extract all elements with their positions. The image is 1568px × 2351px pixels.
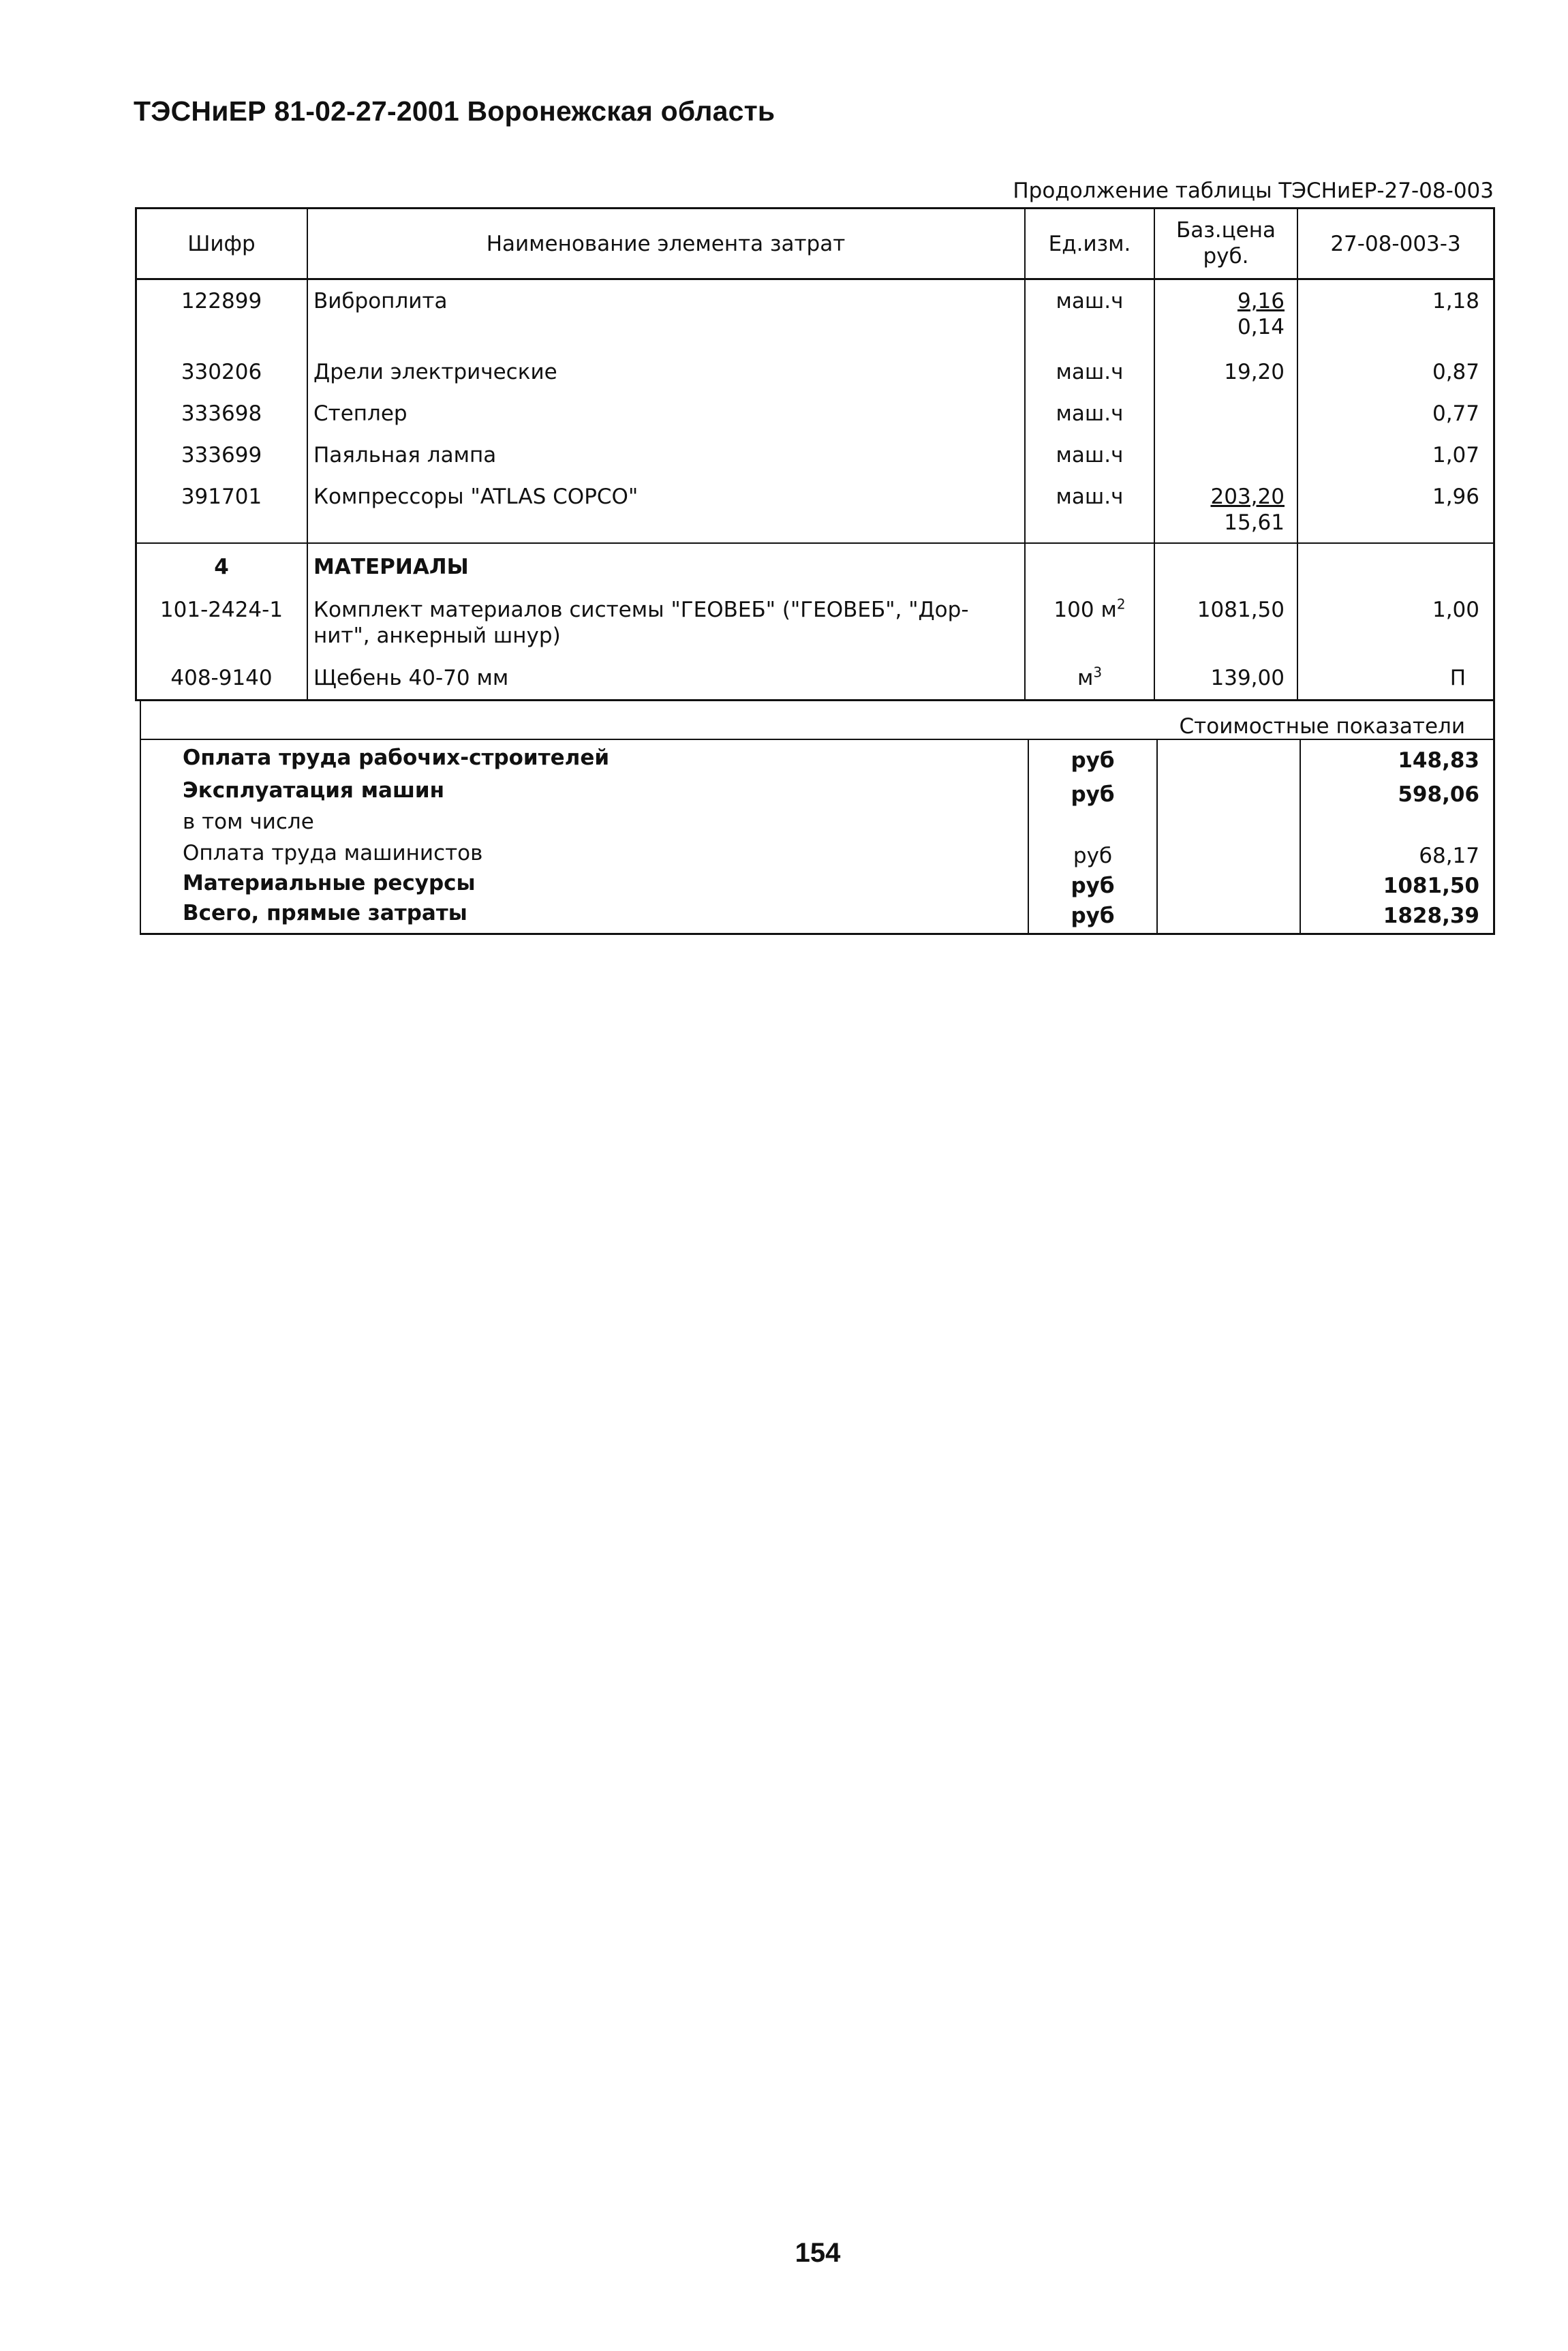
unit-superscript: 3 [1093,664,1103,681]
row-unit: маш.ч [1056,443,1124,467]
row-unit: маш.ч [1056,401,1124,426]
row-code: 333698 [181,401,262,426]
row-name: Паяльная лампа [313,443,497,467]
row-name: Компрессоры "ATLAS COPCO" [313,485,639,509]
cost-label: Материальные ресурсы [183,871,476,895]
row-unit: маш.ч [1056,360,1124,384]
row-price: 203,20 [1210,485,1285,509]
cost-value: 598,06 [1398,782,1479,807]
row-value: 1,18 [1432,289,1479,313]
unit-superscript: 2 [1116,596,1126,613]
row-price: 1081,50 [1197,598,1285,622]
row-price: 139,00 [1210,666,1285,690]
section-number: 4 [214,555,229,579]
row-value: П [1449,666,1466,690]
column-header-unit: Ед.изм. [1048,232,1131,256]
row-price-secondary: 15,61 [1224,510,1285,535]
row-name: Дрели электрические [313,360,557,384]
cost-unit: руб [1071,904,1115,928]
row-code: 333699 [181,443,262,467]
cost-value: 1828,39 [1383,904,1479,928]
row-unit: маш.ч [1056,289,1124,313]
row-name: Виброплита [313,289,448,313]
row-unit [1026,664,1154,692]
column-header-name: Наименование элемента затрат [486,232,846,256]
row-name: Степлер [313,401,408,426]
cost-value: 1081,50 [1383,874,1479,898]
cost-value: 148,83 [1398,748,1479,773]
row-value: 0,77 [1432,401,1479,426]
cost-label: Всего, прямые затраты [183,901,467,925]
column-header-code: Шифр [187,232,256,256]
row-code: 122899 [181,289,262,313]
row-code: 101-2424-1 [159,598,283,622]
row-price-secondary: 0,14 [1237,315,1285,339]
cost-unit: руб [1071,782,1115,807]
column-header-price-unit: руб. [1203,244,1249,268]
row-name: Комплект материалов системы "ГЕОВЕБ" ("ГЕОВЕБ", "Дор- [313,598,969,622]
row-unit: маш.ч [1056,485,1124,509]
cost-label: Оплата труда машинистов [183,841,483,865]
unit-label: м [1077,666,1094,690]
cost-value: 68,17 [1419,844,1479,868]
row-value: 1,07 [1432,443,1479,467]
row-value: 1,00 [1432,598,1479,622]
row-code: 330206 [181,360,262,384]
cost-unit: руб [1071,748,1115,773]
row-code: 408-9140 [170,666,273,690]
row-value: 1,96 [1432,485,1479,509]
cost-label: Оплата труда рабочих-строителей [183,746,610,770]
row-name-continued: нит", анкерный шнур) [313,624,561,648]
page-number: 154 [795,2238,841,2268]
row-price: 19,20 [1224,360,1285,384]
page-title: ТЭСНиЕР 81-02-27-2001 Воронежская область [134,95,775,127]
cost-indicators-heading: Стоимостные показатели [1179,714,1465,739]
row-value: 0,87 [1432,360,1479,384]
row-unit [1026,596,1154,624]
column-header-price: Баз.цена [1175,218,1276,243]
row-name: Щебень 40-70 мм [313,666,509,690]
unit-label: 100 м [1054,598,1117,622]
cost-label: в том числе [183,810,314,834]
row-price: 9,16 [1237,289,1285,313]
section-title: МАТЕРИАЛЫ [313,555,469,579]
cost-unit: руб [1071,874,1115,898]
cost-label: Эксплуатация машин [183,778,445,803]
cost-unit: руб [1073,844,1113,868]
row-code: 391701 [181,485,262,509]
column-header-norm: 27-08-003-3 [1330,232,1461,256]
table-continuation-label: Продолжение таблицы ТЭСНиЕР-27-08-003 [1013,179,1494,203]
